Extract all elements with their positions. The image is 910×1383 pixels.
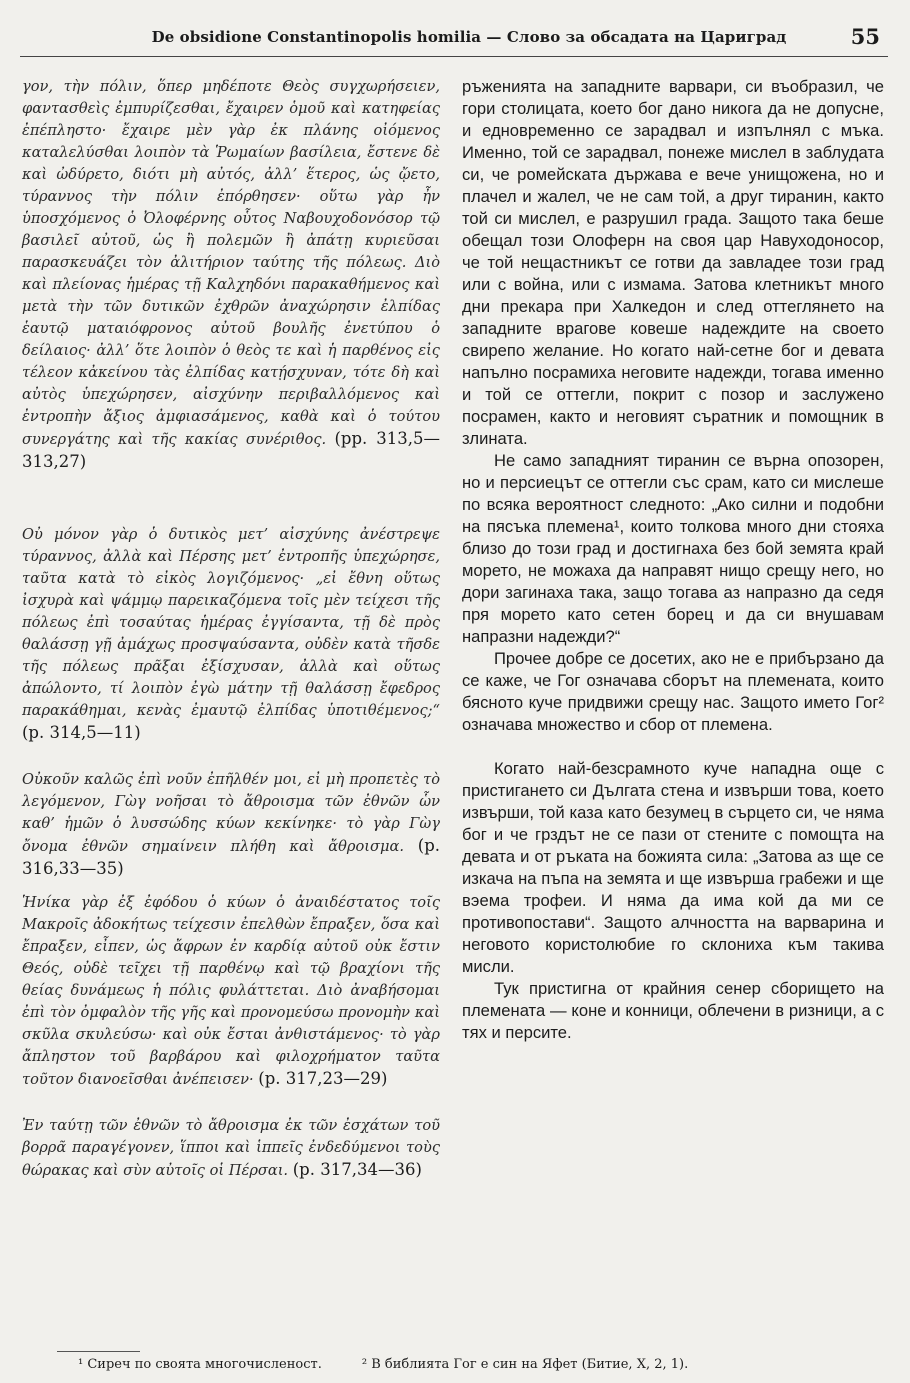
- footnote-1: ¹ Сиреч по своята многочисленост.: [78, 1357, 322, 1372]
- translation-paragraph-3: Прочее добре се досетих, ако не е прибързано да се каже, че Гог означава сборът на племената, които бясното куче придвижи срещу нас. Защото името Гог² означава множество и сбор от племена.: [462, 649, 884, 734]
- greek-passage-1: [22, 76, 440, 474]
- citation-ref: (pp. 313,5—313,27): [22, 429, 440, 471]
- citation-ref: (p. 316,33—35): [22, 836, 441, 878]
- greek-passage-2: [22, 524, 440, 745]
- page-header: [20, 22, 888, 57]
- greek-passage-3: [22, 769, 440, 881]
- translation-paragraph-1: ръженията на западните варвари, си въобразил, че гори столицата, което бог дано никога да не допусне, и едновременно се зарадвал и изпълнял с мъка. Именно, той се зарадвал, понеже мислел в заблудата си, че ромейската държава е вече унищожена, но и плачел и жалел, че не сам той, а друг тиранин, както той си мислел, е разрушил града. Защото така беше обещал този Олоферн на своя цар Навуходоносор, че той нещастникът се готви да завладее този град или с война, или с измама. Затова клетникът много дни прекара при Халкедон и след оттеглянето на западните врагове ковеше надеждите на своето свирепо желание. Но когато най-сетне бог и девата напълно посрамиха неговите надежди, тогава именно и той се оттегли, покрит с позор и заслужено посрамен, както и неговият съратник и помощник в злината.: [462, 77, 884, 448]
- passage-text: Ἐν ταύτῃ τῶν ἐθνῶν τὸ ἄθροισμα ἐκ τῶν ἐσχάτων τοῦ βορρᾶ παραγέγονεν, ἵπποι καὶ ἱππεῖς ἐνδεδύμενοι τοὺς θώρακας καὶ σὺν αὐτοῖς οἱ Πέρσαι.: [22, 1117, 440, 1179]
- citation-ref: (p. 314,5—11): [22, 723, 141, 742]
- footnote-2: ² В библията Гог е син на Яфет (Битие, X, 2, 1).: [361, 1357, 689, 1372]
- greek-passage-4: [22, 892, 440, 1091]
- greek-text-column: [22, 76, 440, 1182]
- page-number: 55: [850, 24, 880, 49]
- bulgarian-translation-column: [462, 76, 884, 1044]
- passage-text: Οὐ μόνον γὰρ ὁ δυτικὸς μετ’ αἰσχύνης ἀνέστρεψε τύραννος, ἀλλὰ καὶ Πέρσης μετ’ ἐντροπῆς ὑπεχώρησε, ταῦτα κατὰ τὸ εἰκὸς λογιζόμενος· „εἰ ἔθνη οὕτως ἰσχυρὰ καὶ ψάμμῳ παρεικαζόμενα τοῖς μὲν τείχεσι τῆς πόλεως ἐπὶ τοσαύτας ἡμέρας ἐγγίσαντα, τῇ δὲ πρὸς θαλάσσῃ γῇ ἀμάχως προσψαύσαντα, οὐδὲν κατὰ τῆσδε τῆς πόλεως πρᾶξαι ἐξίσχυσαν, ἀλλὰ καὶ οὕτως ἀπώλοντο, τί λοιπὸν ἐγὼ μάτην τῇ θαλάσσῃ ἔφεδρος παρακάθημαι, κενὰς ἐμαυτῷ ἐλπίδας ὑποτιθέμενος;“: [22, 526, 440, 719]
- running-title: De obsidione Constantinopolis homilia — Слово за обсадата на Цариград: [151, 28, 787, 46]
- translation-paragraph-5: Тук пристигна от крайния сенер сборището на племената — коне и конници, облечени в ризници, а с тях и персите.: [462, 979, 884, 1042]
- translation-paragraph-4: Когато най-безсрамното куче нападна още с пристигането си Дългата стена и извърши това, което извърши, той каза като безумец в сърцето си, че няма бог и че грздът не се пази от стените с помощта на девата и от ръката на божията сила: „Затова аз ще се изкача на пъпа на земята и ще извърша грабежи и ще вэема трофеи. И няма да има кой да ми се противопостави“. Защото алчността на варварина и неговото користолюбие го склониха към такива мисли.: [462, 759, 884, 976]
- passage-text: Ἡνίκα γὰρ ἐξ ἐφόδου ὁ κύων ὁ ἀναιδέστατος τοῖς Μακροῖς ἀδοκήτως τείχεσιν ἐπελθὼν ἔπραξεν, ὅσα καὶ ἔπραξεν, εἶπεν, ὡς ἄφρων ἐν καρδίᾳ αὐτοῦ οὐκ ἔστιν Θεός, οὐδὲ τεῖχει τῇ παρθένῳ καὶ τῷ βραχίονι τῆς θείας δυνάμεως ἡ πόλις φυλάττεται. Διὸ ἀναβήσομαι ἐπὶ τὸν ὀμφαλὸν τῆς γῆς καὶ προνομεύσω προνομὴν καὶ σκῦλα σκυλεύσω· καὶ οὐκ ἔσται ἀνθιστάμενος· τὸ γὰρ ἄπληστον τοῦ βαρβάρου καὶ φιλοχρήματον ταῦτα τοῦτον διανοεῖσθαι ἀνέπεισεν·: [22, 894, 440, 1088]
- citation-ref: (p. 317,34—36): [292, 1160, 422, 1179]
- footnote-divider: [57, 1351, 140, 1352]
- passage-text: Οὐκοῦν καλῶς ἐπὶ νοῦν ἐπῆλθέν μοι, εἰ μὴ προπετὲς τὸ λεγόμενον, Γὼγ νοῆσαι τὸ ἄθροισμα τῶν ἐθνῶν ὧν καθ’ ἡμῶν ὁ λυσσώδης κύων κεκίνηκε· τὸ γὰρ Γὼγ ὄνομα ἐθνῶν σημαίνειν πλήθη καὶ ἄθροισμα.: [22, 771, 440, 855]
- citation-ref: (p. 317,23—29): [258, 1069, 388, 1088]
- footnotes: [78, 1356, 880, 1373]
- passage-text: γον, τὴν πόλιν, ὅπερ μηδέποτε Θεὸς συγχωρήσειεν, φαντασθεὶς ἐμπυρίζεσθαι, ἔχαιρεν ὁμοῦ καὶ κατηφείας ἐπέπληστο· ἔχαιρε μὲν γὰρ ἐκ πλάνης οἰόμενος καταλελύσθαι λοιπὸν τὰ Ῥωμαίων βασίλεια, ἔστενε δὲ καὶ ὠδύρετο, διότι μὴ αὐτός, ἀλλ’ ἕτερος, ὡς ᾤετο, τύραννος τὴν πόλιν ἐπόρθησεν· οὕτω γὰρ ἦν ὑποσχόμενος ὁ Ὀλοφέρνης οὗτος Ναβουχοδονόσορ τῷ βασιλεῖ αὐτοῦ, ὡς ἢ πολεμῶν ἢ ἀπάτῃ κυριεῦσαι παρασκευάζει τὸν ἀλιτήριον ταύτης τῆς πόλεως. Διὸ καὶ πλείονας ἡμέρας τῇ Καλχηδόνι παρακαθήμενος καὶ μετὰ τὴν τῶν δυτικῶν ἐχθρῶν ἀναχώρησιν ἐλπίδας ἑαυτῷ ματαιόφρονος αὐτοῦ βουλῆς ἐνετύπου ὁ δείλαιος· ἀλλ’ ὅτε λοιπὸν ὁ θεὸς τε καὶ ἡ παρθένος εἰς τέλεον κἀκείνου τὰς ἐλπίδας κατῄσχυναν, τότε δὴ καὶ αὐτὸς ὑπεχώρησεν, αἰσχύνην περιβαλλόμενος καὶ ἐντροπὴν ἄξιος ἀμφιασάμενος, καθὰ καὶ ὁ τούτου συνεργάτης καὶ τῆς κακίας συνέριθος.: [22, 78, 440, 448]
- greek-passage-5: [22, 1115, 440, 1182]
- translation-paragraph-2: Не само западният тиранин се върна опозорен, но и персиецът се оттегли със срам, като си мислеше по всяка вероятност следното: „Ако силни и подобни на пясъка племена¹, които толкова много дни стояха близо до този град и достигнаха без бой земята край морето, не можаха да направят нищо срещу него, но дори загинаха така, защо тогава аз напразно да седя пря морето като сетен борец и да си внушавам напразни надежди?“: [462, 451, 884, 646]
